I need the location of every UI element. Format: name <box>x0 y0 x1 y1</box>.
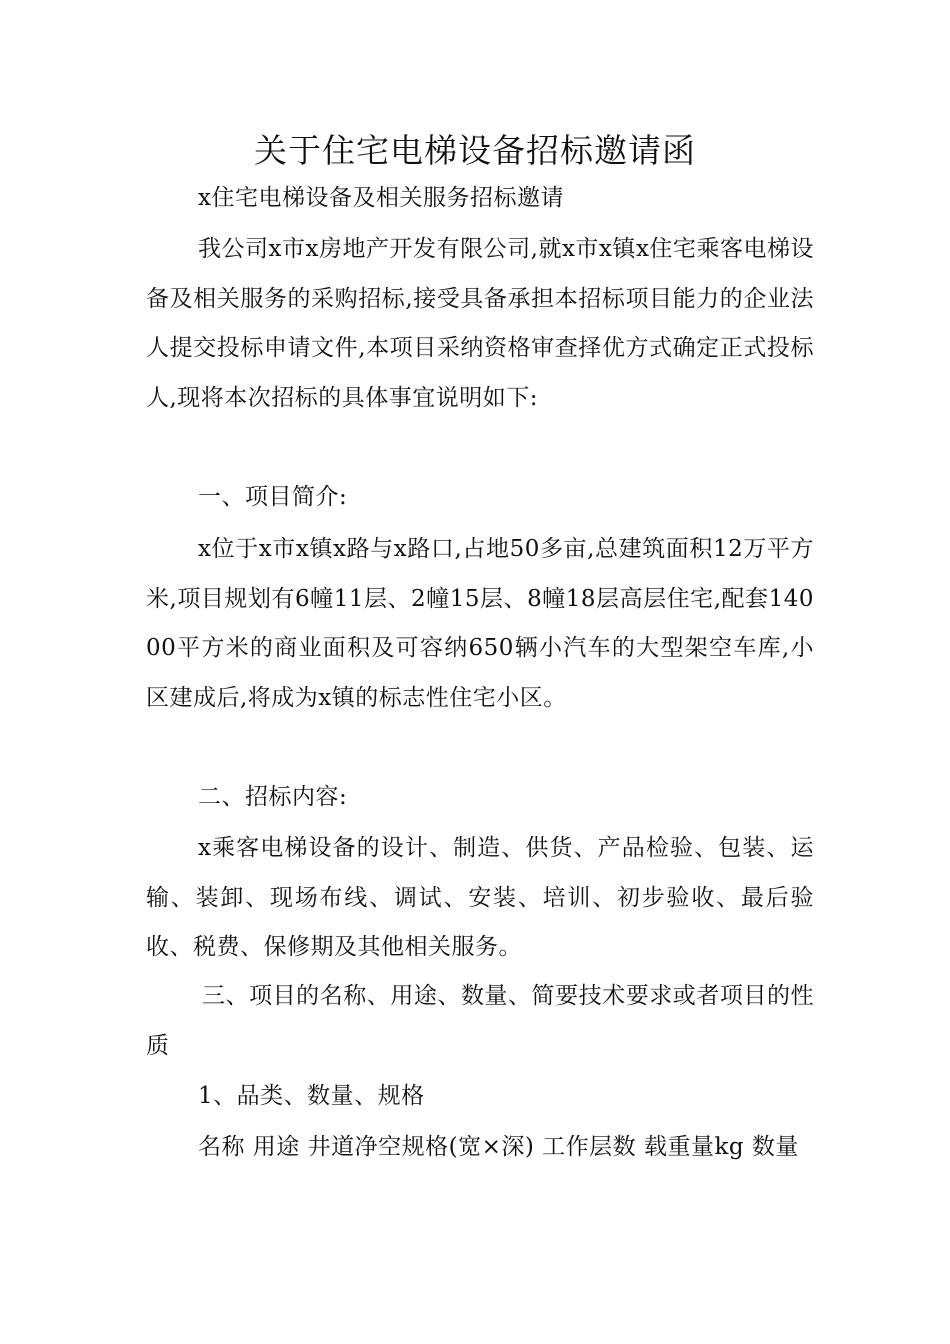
section-3-heading: 三、项目的名称、用途、数量、简要技术要求或者项目的性质 <box>146 983 814 1059</box>
section-1-body: x位于x市x镇x路与x路口,占地50多亩,总建筑面积12万平方米,项目规划有6幢11层、2幢15层、8幢18层高层住宅,配套14000平方米的商业面积及可容纳650辆小汽车的大型架空车库,小区建成后,将成为x镇的标志性住宅小区。 <box>146 536 814 711</box>
spec-table-columns: 名称 用途 井道净空规格(宽×深) 工作层数 载重量kg 数量 <box>198 1134 799 1160</box>
document-title: 关于住宅电梯设备招标邀请函 <box>254 131 696 170</box>
section-2-body: x乘客电梯设备的设计、制造、供货、产品检验、包装、运输、装卸、现场布线、调试、安装、培训、初步验收、最后验收、税费、保修期及其他相关服务。 <box>146 835 814 960</box>
intro-paragraph: 我公司x市x房地产开发有限公司,就x市x镇x住宅乘客电梯设备及相关服务的采购招标,接受具备承担本招标项目能力的企业法人提交投标申请文件,本项目采纳资格审查择优方式确定正式投标人,现将本次招标的具体事宜说明如下: <box>146 236 814 411</box>
section-3-subheading: 1、品类、数量、规格 <box>198 1083 425 1109</box>
section-1-heading: 一、项目简介: <box>198 484 348 510</box>
invitation-subtitle: x住宅电梯设备及相关服务招标邀请 <box>198 185 564 211</box>
section-2-heading: 二、招标内容: <box>198 784 348 810</box>
